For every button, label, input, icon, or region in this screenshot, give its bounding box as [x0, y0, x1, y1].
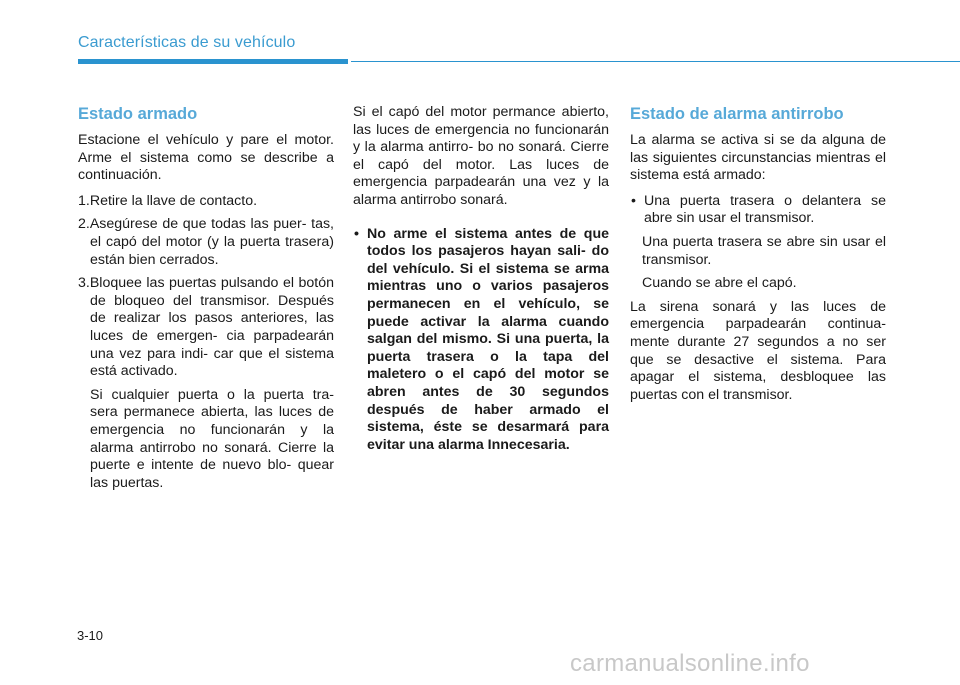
intro-paragraph: Estacione el vehículo y pare el motor. Arme el sistema como se describe a continuación.	[78, 132, 334, 184]
hood-open-paragraph: Si el capó del motor permance abierto, las luces de emergencia no funcionarán y la alarma antirro- bo no sonará. Cierre el capó del motor. Las luces de emergencia parpadearán una vez y la alarma antirrobo sonará.	[353, 104, 609, 208]
step-2: 2.Asegúrese de que todas las puer- tas, el capó del motor (y la puerta trasera) están bien cerrados.	[78, 216, 334, 268]
alarm-sub-1: Una puerta trasera se abre sin usar el transmisor.	[642, 233, 886, 268]
heading-estado-alarma: Estado de alarma antirrobo	[630, 105, 844, 123]
warning-text: No arme el sistema antes de que todos los pasajeros hayan sali- do del vehículo. Si el sistema se arma mientras uno o varios pasajeros permanecen en el vehículo, se puede activar la alarma cuando salgan del mismo. Si una puerta, la puerta trasera o la tapa del maletero o el capó del motor se abren antes de 30 segundos después de haber armado el sistema, éste se desarmará para evitar una alarma Innecesaria.	[367, 225, 609, 453]
watermark: carmanualsonline.info	[570, 650, 810, 677]
bullet-dot: •	[354, 225, 359, 242]
siren-paragraph: La sirena sonará y las luces de emergencia parpadearán continua- mente durante 27 segundos a no ser que se desactive el sistema. Para apagar el sistema, desbloquee las puertas con el transmisor.	[630, 298, 886, 403]
page-number: 3-10	[77, 628, 104, 643]
step-3-note: Si cualquier puerta o la puerta tra- sera permanece abierta, las luces de emergencia no funcionarán y la alarma antirrobo no sonará. Cierre la puerte e intente de nuevo blo- quear las puertas.	[90, 386, 334, 491]
column-2	[353, 104, 609, 460]
column-3	[630, 104, 886, 412]
column-1	[78, 104, 334, 498]
header-rule-thick	[78, 59, 348, 64]
section-header-title: Características de su vehículo	[78, 34, 296, 51]
alarm-bullet-1-text: Una puerta trasera o delantera se abre sin usar el transmisor.	[644, 192, 886, 227]
step-3: 3.Bloquee las puertas pulsando el botón de bloqueo del transmisor. Después de realizar los pasos anteriores, las luces de emergen- cia parpadearán una vez para indi- car que el sistema está activado.	[78, 275, 334, 380]
bullet-dot: •	[631, 192, 636, 209]
step-1: 1.Retire la llave de contacto.	[78, 192, 258, 209]
warning-bullet	[353, 226, 609, 455]
alarm-bullet-1	[630, 193, 886, 228]
alarm-intro: La alarma se activa si se da alguna de las siguientes circunstancias mientras el sistema está armado:	[630, 132, 886, 184]
heading-estado-armado: Estado armado	[78, 105, 198, 123]
alarm-sub-2: Cuando se abre el capó.	[642, 275, 797, 292]
header-rule-thin	[351, 61, 960, 62]
